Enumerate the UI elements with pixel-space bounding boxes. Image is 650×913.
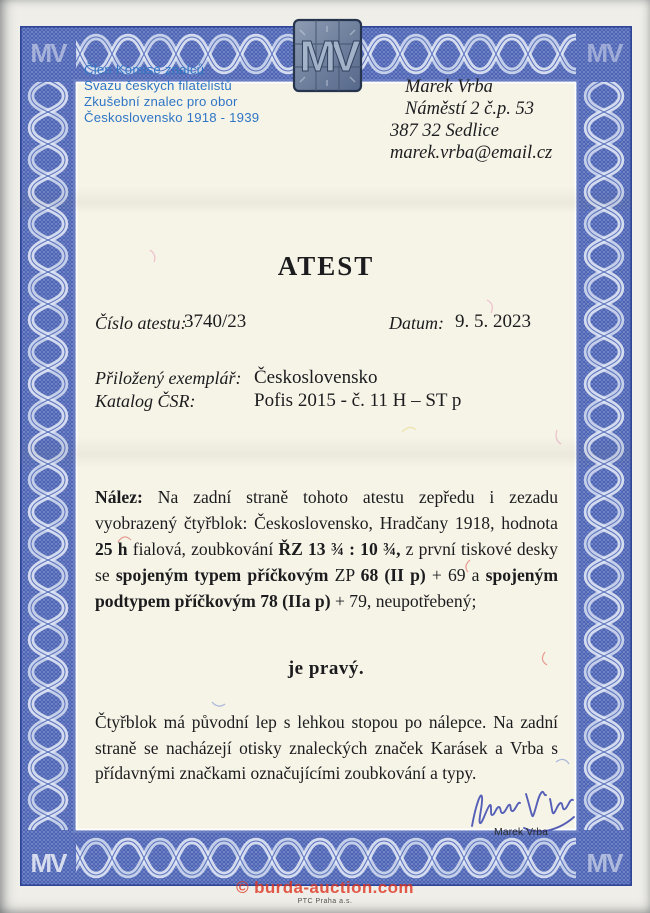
credentials-line: Svazu českých filatelistů	[84, 78, 232, 93]
certificate-number-value: 3740/23	[184, 311, 247, 332]
condition-note: Čtyřblok má původní lep s lehkou stopou po nálepce. Na zadní straně se nacházejí otisky znaleckých značek Karásek a Vrba s přídavnými značkami označujícími zoubkování a typy.	[95, 712, 558, 783]
expert-credentials	[84, 62, 259, 126]
specimen-label: Přiložený exemplář:	[95, 368, 242, 388]
date-value: 9. 5. 2023	[455, 311, 531, 332]
monogram-top-left-icon: MV	[30, 38, 66, 68]
address-line: Marek Vrba	[405, 77, 493, 97]
monogram-top-right-icon: MV	[586, 38, 622, 68]
stamp-monogram: MV	[299, 32, 356, 81]
printer-credit: PTC Praha a.s.	[297, 898, 353, 905]
mv-stamp-emblem-icon	[294, 20, 361, 91]
signature-block	[460, 786, 590, 846]
expert-address	[390, 76, 552, 164]
address-line: 387 32 Sedlice	[390, 121, 499, 141]
credentials-line: Zkušební znalec pro obor	[84, 94, 238, 109]
certificate-title: ATEST	[277, 251, 375, 281]
specimen-value: Československo	[254, 367, 378, 388]
date-label: Datum:	[389, 313, 444, 333]
credentials-line: Člen Komise znalců	[84, 62, 205, 77]
monogram-bottom-right-icon: MV	[586, 848, 622, 878]
monogram-bottom-left-icon: MV	[30, 848, 66, 878]
address-line: marek.vrba@email.cz	[390, 143, 553, 163]
catalog-value: Pofis 2015 - č. 11 H – ST p	[254, 390, 462, 411]
catalog-label: Katalog ČSR:	[95, 391, 196, 411]
signature-printed-name: Marek Vrba	[494, 826, 548, 838]
verdict-text: je pravý.	[287, 658, 365, 679]
address-line: Náměstí 2 č.p. 53	[405, 99, 534, 119]
credentials-line: Československo 1918 - 1939	[84, 110, 260, 125]
finding-paragraph: Nález: Na zadní straně tohoto atestu zepředu i zezadu vyobrazený čtyřblok: Československo, Hradčany 1918, hodnota 25 h fialová, zoubkování ŘZ 13 ¾ : 10 ¾, z první tiskové desky se spojeným typem příčkovým ZP 68 (II p) + 69 a spojeným podtypem příčkovým 78 (IIa p) + 79, neupotřebený;	[95, 487, 558, 611]
auction-watermark: © burda-auction.com	[236, 878, 414, 897]
certificate-number-label: Číslo atestu:	[95, 313, 187, 333]
